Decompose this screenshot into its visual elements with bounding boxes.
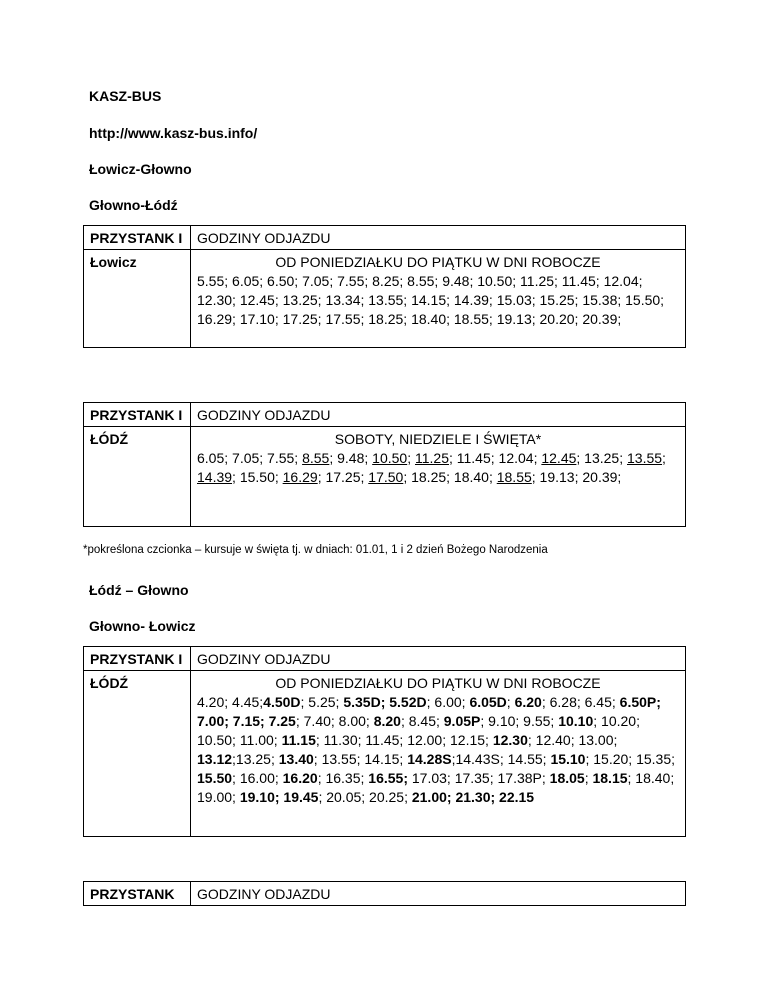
time-segment: 11.15 — [281, 732, 316, 748]
time-segment: 15.10 — [550, 751, 586, 767]
stop-name: ŁÓDŹ — [84, 427, 191, 527]
time-segment: ; 6.00; — [426, 694, 470, 710]
days-label: OD PONIEDZIAŁKU DO PIĄTKU W DNI ROBOCZE — [275, 675, 601, 691]
time-segment: 12.30 — [492, 732, 528, 748]
company-name: KASZ-BUS — [89, 88, 162, 104]
time-segment: ; 15.50; — [232, 469, 283, 485]
time-segment: 5.35D; 5.52D — [343, 694, 427, 710]
route-lodz-glowno: Łódź – Głowno — [89, 582, 189, 598]
time-segment: ; 11.45; 12.04; — [448, 450, 542, 466]
time-segment: 6.20 — [514, 694, 542, 710]
time-segment: ; 13.55; 14.15; — [313, 751, 408, 767]
time-segment: ;13.25; — [232, 751, 279, 767]
time-segment: ; — [584, 770, 593, 786]
time-segment: 13.55 — [627, 450, 663, 466]
time-segment: ;14.43S; 14.55; — [451, 751, 551, 767]
time-segment: ; — [662, 450, 666, 466]
time-segment: 18.05 — [549, 770, 585, 786]
departure-times: 5.55; 6.05; 6.50; 7.05; 7.55; 8.25; 8.55; 9.48; 10.50; 11.25; 11.45; 12.04; 12.30; 12.45; 13.25; 13.34; 13.55; 14.15; 14.39; 15.03; 15.25; 15.38; 15.50; 16.29; 17.10; 17.25; 17.55; 18.25; 18.40; 18.55; 19.13; 20.20; 20.39; — [197, 273, 665, 327]
time-segment: ; 15.20; 15.35; — [585, 751, 676, 767]
route-glowno-lowicz: Głowno- Łowicz — [89, 618, 196, 634]
time-segment: 12.45 — [541, 450, 577, 466]
time-segment: 16.20 — [282, 770, 318, 786]
stop-name: Łowicz — [84, 250, 191, 348]
time-segment: 11.25 — [414, 450, 449, 466]
time-segment: ; — [506, 694, 515, 710]
time-segment: 4.50D — [263, 694, 301, 710]
time-segment: ; 12.40; 13.00; — [527, 732, 618, 748]
stop-header: PRZYSTANK I — [84, 647, 191, 671]
timetable-lodz-weekend — [83, 402, 686, 527]
time-segment: 14.39 — [197, 469, 233, 485]
time-segment: 13.40 — [278, 751, 314, 767]
route-lowicz-glowno: Łowicz-Głowno — [89, 161, 192, 177]
timetable-partial — [83, 881, 686, 906]
time-segment: 10.50 — [372, 450, 408, 466]
departure-times — [197, 693, 679, 807]
time-segment: 18.55 — [496, 469, 532, 485]
time-segment: ; 11.30; 11.45; 12.00; 12.15; — [315, 732, 493, 748]
time-segment: ; 18.40; 19.00; — [197, 770, 675, 805]
time-segment: ; 7.05; 7.55; — [224, 450, 303, 466]
days-label: SOBOTY, NIEDZIELE I ŚWIĘTA* — [334, 431, 542, 447]
route-glowno-lodz: Głowno-Łódź — [89, 197, 178, 213]
time-segment: ; 10.20; 10.50; 11.00; — [197, 713, 640, 748]
stop-name: ŁÓDŹ — [84, 671, 191, 837]
time-segment: ; 8.45; — [400, 713, 444, 729]
stop-header: PRZYSTANK I — [84, 226, 191, 250]
time-segment: 19.10; 19.45 — [239, 789, 319, 805]
timetable-lowicz-weekdays — [83, 225, 686, 348]
time-segment: ; 18.25; 18.40; — [403, 469, 497, 485]
departures-header: GODZINY ODJAZDU — [191, 226, 686, 250]
time-segment: ; 20.05; 20.25; — [318, 789, 412, 805]
time-segment: ; 9.48; — [329, 450, 373, 466]
time-segment: 21.00; 21.30; 22.15 — [411, 789, 535, 805]
time-segment: ; 16.35; — [317, 770, 369, 786]
departures-header: GODZINY ODJAZDU — [191, 882, 686, 906]
time-segment: ; 6.28; 6.45; — [541, 694, 620, 710]
time-segment: ; 16.00; — [232, 770, 283, 786]
timetable-lodz-weekdays — [83, 646, 686, 837]
days-label: OD PONIEDZIAŁKU DO PIĄTKU W DNI ROBOCZE — [275, 254, 601, 270]
departures-header: GODZINY ODJAZDU — [191, 403, 686, 427]
time-segment: 17.50 — [368, 469, 404, 485]
time-segment: 8.55 — [302, 450, 330, 466]
time-segment: ; 19.13; 20.39; — [531, 469, 622, 485]
departure-times — [197, 449, 679, 487]
time-segment: 10.10 — [558, 713, 594, 729]
time-segment: 18.15 — [592, 770, 628, 786]
stop-header: PRZYSTANK I — [84, 403, 191, 427]
time-segment: 6.50P; 7.00; 7.15; 7.25 — [197, 694, 661, 729]
time-segment: 13.12 — [197, 751, 233, 767]
time-segment: ; — [407, 450, 415, 466]
time-segment: 4.20; 4.45; — [197, 694, 264, 710]
time-segment: ; 7.40; 8.00; — [295, 713, 374, 729]
company-url[interactable]: http://www.kasz-bus.info/ — [89, 125, 258, 141]
stop-header: PRZYSTANK — [84, 882, 191, 906]
time-segment: 17.03; 17.35; 17.38P; — [407, 770, 550, 786]
time-segment: ; 9.10; 9.55; — [480, 713, 559, 729]
time-segment: 16.55; — [368, 770, 408, 786]
time-segment: 8.20 — [373, 713, 401, 729]
time-segment: ; 5.25; — [300, 694, 344, 710]
time-segment: 15.50 — [197, 770, 233, 786]
departures-header: GODZINY ODJAZDU — [191, 647, 686, 671]
time-segment: 9.05P — [443, 713, 481, 729]
time-segment: 6.05 — [197, 450, 225, 466]
time-segment: 16.29 — [282, 469, 318, 485]
time-segment: 6.05D — [469, 694, 507, 710]
time-segment: 14.28S — [407, 751, 452, 767]
time-segment: ; 17.25; — [317, 469, 369, 485]
time-segment: ; 13.25; — [576, 450, 627, 466]
footnote: *pokreślona czcionka – kursuje w święta tj. w dniach: 01.01, 1 i 2 dzień Bożego Narodzenia — [83, 544, 548, 556]
